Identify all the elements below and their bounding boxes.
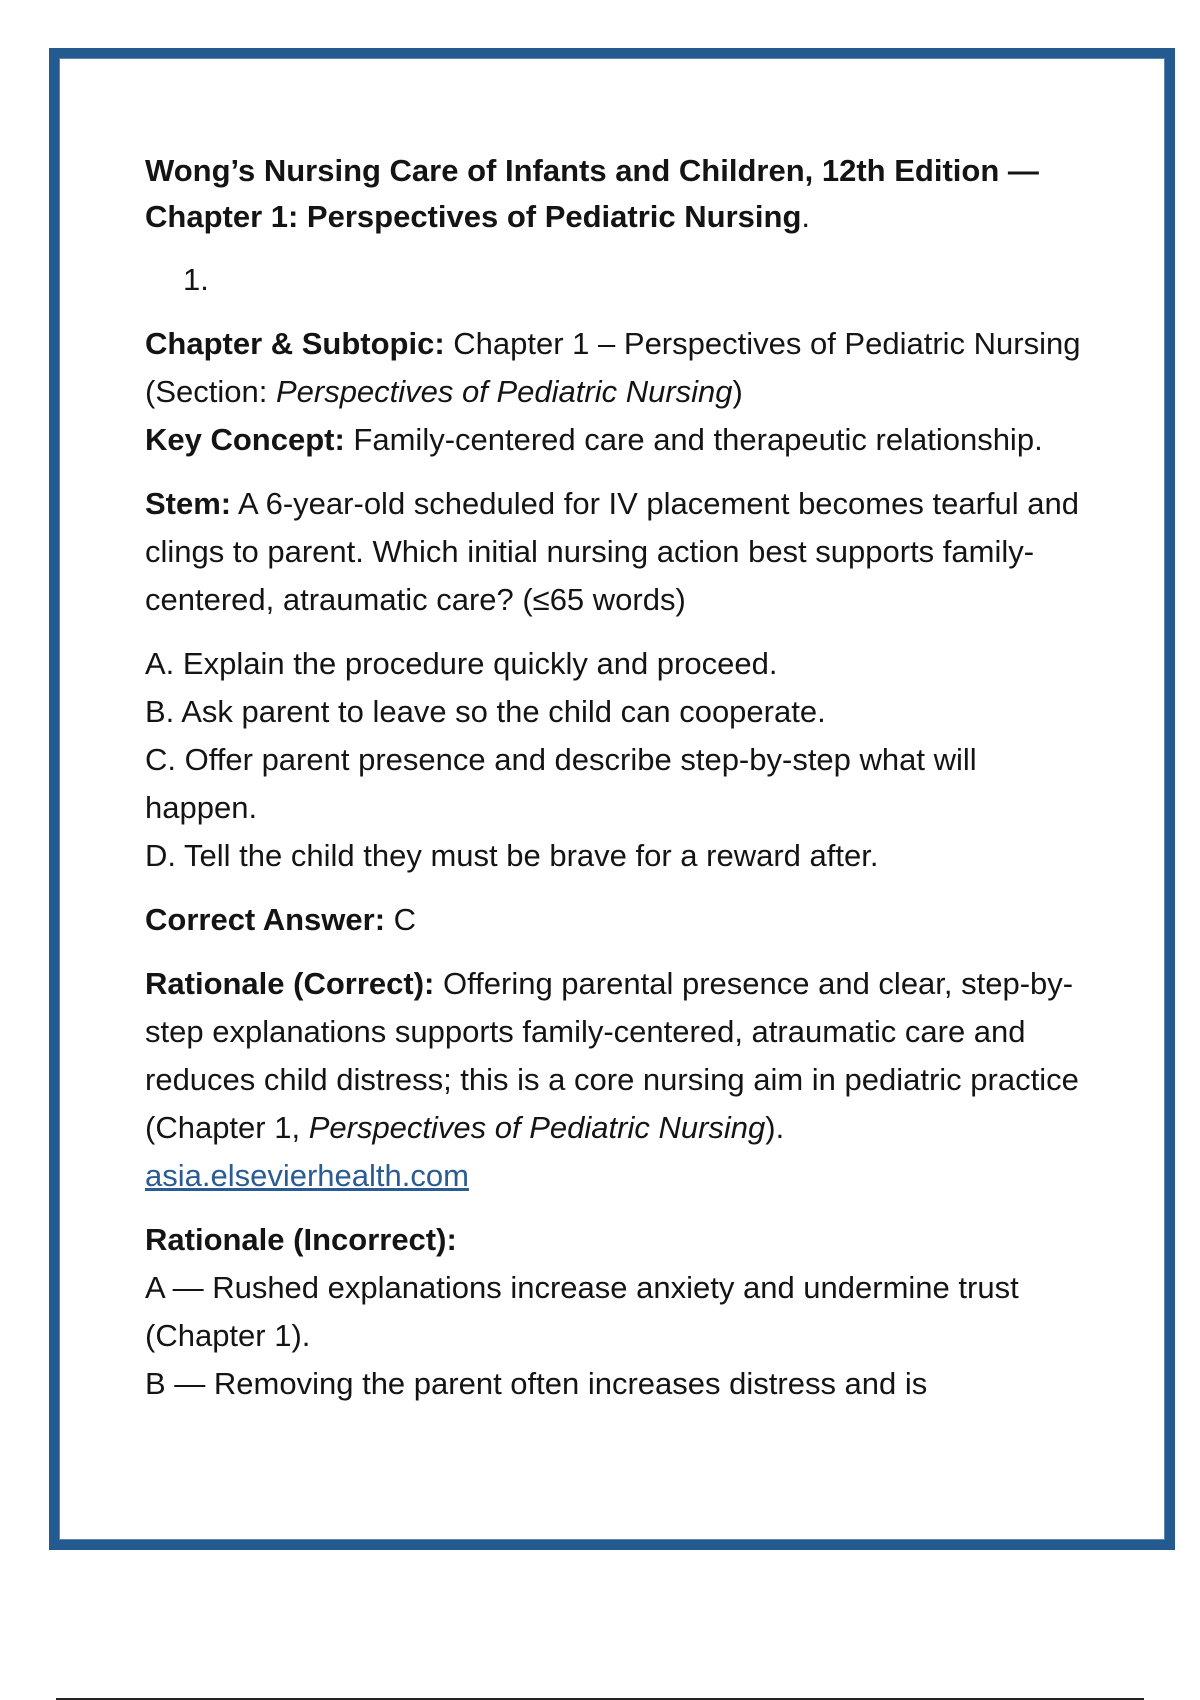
rationale-correct-text-a: Offering parental presence and clear, step-by-step explanations supports family-centered, atraumatic care and reduces child distress; this is a core nursing aim in pediatric practice (Chapter 1, — [145, 966, 1079, 1145]
rationale-incorrect-item-a: A — Rushed explanations increase anxiety and undermine trust (Chapter 1). — [145, 1270, 1019, 1353]
correct-answer-label: Correct Answer: — [145, 902, 386, 937]
rationale-correct-italic: Perspectives of Pediatric Nursing — [308, 1110, 766, 1145]
source-link[interactable]: asia.elsevierhealth.com — [145, 1158, 469, 1193]
rationale-correct-text-b: ). — [765, 1110, 785, 1145]
title-line-2: Chapter 1: Perspectives of Pediatric Nursing — [145, 199, 802, 234]
stem-text: A 6-year-old scheduled for IV placement becomes tearful and clings to parent. Which initial nursing action best supports family-centered, atraumatic care? (≤65 words) — [145, 486, 1079, 617]
chapter-subtopic-text-a: Chapter 1 – Perspectives of Pediatric Nursing (Section: — [145, 326, 1081, 409]
option-c: C. Offer parent presence and describe step-by-step what will happen. — [145, 742, 977, 825]
title-line-1: Wong’s Nursing Care of Infants and Children, 12th Edition — — [145, 153, 1039, 188]
document-body — [145, 148, 1085, 1408]
option-a: A. Explain the procedure quickly and proceed. — [145, 646, 778, 681]
option-b: B. Ask parent to leave so the child can cooperate. — [145, 694, 826, 729]
title-period: . — [801, 199, 810, 234]
question-number: 1. — [183, 262, 209, 297]
chapter-subtopic — [145, 320, 1085, 416]
rationale-correct — [145, 960, 1085, 1200]
stem-label: Stem: — [145, 486, 232, 521]
chapter-subtopic-label: Chapter & Subtopic: — [145, 326, 445, 361]
question-stem — [145, 480, 1085, 624]
option-d: D. Tell the child they must be brave for a reward after. — [145, 838, 879, 873]
chapter-subtopic-italic: Perspectives of Pediatric Nursing — [275, 374, 733, 409]
correct-answer — [145, 896, 1085, 944]
correct-answer-value: C — [385, 902, 417, 937]
document-title — [145, 148, 1085, 240]
key-concept-label: Key Concept: — [145, 422, 345, 457]
rationale-correct-label: Rationale (Correct): — [145, 966, 435, 1001]
chapter-subtopic-text-b: ) — [732, 374, 743, 409]
key-concept — [145, 416, 1085, 464]
rationale-incorrect-item-b: B — Removing the parent often increases distress and is — [145, 1366, 928, 1401]
answer-options — [145, 640, 1085, 880]
key-concept-text: Family-centered care and therapeutic relationship. — [344, 422, 1043, 457]
rationale-incorrect-label: Rationale (Incorrect): — [145, 1222, 457, 1257]
